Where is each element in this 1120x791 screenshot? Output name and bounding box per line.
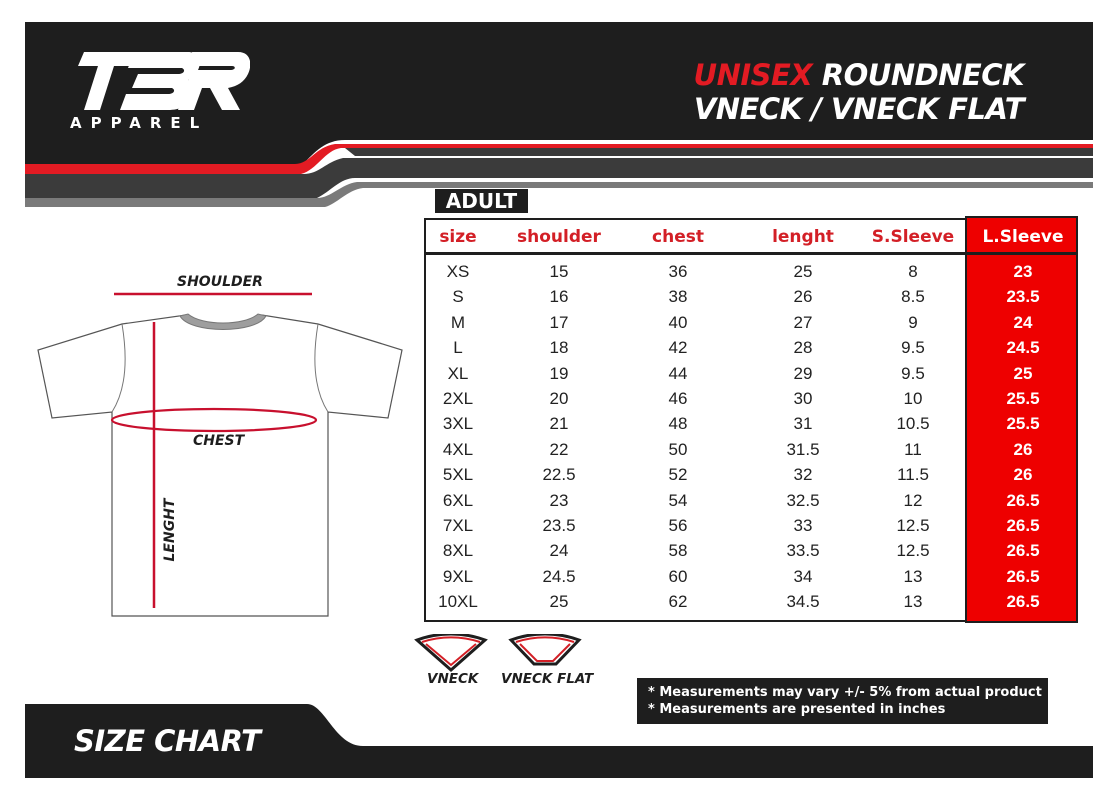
- cell-size: 10XL: [438, 592, 478, 612]
- cell-shoulder: 16: [549, 287, 569, 307]
- cell-lenght: 26: [793, 287, 813, 307]
- cell-size: 3XL: [442, 414, 474, 434]
- vneck-flat-icon: [508, 634, 582, 674]
- cell-size: 5XL: [442, 465, 474, 485]
- cell-shoulder: 24: [549, 541, 569, 561]
- cell-shoulder: 25: [549, 592, 569, 612]
- table-header-divider: [424, 252, 1078, 255]
- cell-lsleeve: 26.5: [1006, 592, 1040, 612]
- cell-lsleeve: 23: [1013, 262, 1033, 281]
- cell-size: 4XL: [442, 439, 474, 459]
- cell-ssleeve: 12.5: [896, 516, 930, 535]
- column-header-chest: chest: [652, 227, 704, 247]
- cell-lsleeve: 25.5: [1006, 414, 1040, 434]
- cell-chest: 50: [668, 439, 688, 459]
- cell-shoulder: 18: [549, 338, 569, 358]
- cell-lsleeve: 26: [1013, 465, 1033, 485]
- length-label: LENGHT: [162, 498, 178, 562]
- cell-lsleeve: 26.5: [1006, 490, 1040, 510]
- footer-title: SIZE CHART: [74, 724, 261, 758]
- cell-shoulder: 23: [549, 490, 569, 510]
- cell-lenght: 31.5: [786, 439, 820, 459]
- table-row: [424, 284, 1078, 309]
- table-row: [424, 361, 1078, 386]
- tshirt-diagram: [30, 270, 410, 630]
- cell-ssleeve: 10.5: [896, 414, 930, 434]
- cell-size: XS: [446, 262, 470, 281]
- cell-ssleeve: 9.5: [901, 363, 925, 383]
- table-row: [424, 411, 1078, 436]
- cell-shoulder: 19: [549, 363, 569, 383]
- cell-size: 2XL: [442, 389, 474, 408]
- table-row: [424, 437, 1078, 462]
- table-row: [424, 259, 1078, 284]
- table-header-row: [424, 226, 1078, 250]
- table-row: [424, 589, 1078, 614]
- vneck-label: VNECK: [427, 671, 479, 687]
- cell-chest: 56: [668, 516, 688, 535]
- cell-lenght: 31: [793, 414, 813, 434]
- cell-size: 7XL: [442, 516, 474, 535]
- title-line2: VNECK / VNECK FLAT: [693, 92, 1024, 126]
- cell-lsleeve: 24.5: [1006, 338, 1040, 358]
- cell-chest: 38: [668, 287, 688, 307]
- cell-size: S: [452, 287, 464, 307]
- cell-lsleeve: 23.5: [1006, 287, 1040, 307]
- cell-lenght: 32.5: [786, 490, 820, 510]
- measurement-notes: [637, 678, 1048, 724]
- title-accent-word: UNISEX: [693, 58, 813, 92]
- cell-chest: 44: [668, 363, 688, 383]
- cell-lenght: 27: [793, 312, 813, 332]
- cell-lsleeve: 26: [1013, 439, 1033, 459]
- cell-size: XL: [447, 363, 469, 383]
- cell-lsleeve: 25: [1013, 363, 1033, 383]
- cell-chest: 46: [668, 389, 688, 408]
- table-row: [424, 462, 1078, 487]
- cell-shoulder: 15: [549, 262, 569, 281]
- cell-lenght: 25: [793, 262, 813, 281]
- shoulder-label: SHOULDER: [177, 274, 263, 290]
- cell-ssleeve: 8: [908, 262, 918, 281]
- table-row: [424, 386, 1078, 411]
- table-row: [424, 488, 1078, 513]
- cell-lenght: 29: [793, 363, 813, 383]
- cell-lenght: 34.5: [786, 592, 820, 612]
- cell-ssleeve: 9.5: [901, 338, 925, 358]
- cell-chest: 60: [668, 566, 688, 586]
- note-line-2: * Measurements are presented in inches: [648, 702, 946, 717]
- column-header-shoulder: shoulder: [517, 227, 601, 247]
- chest-label: CHEST: [193, 433, 245, 449]
- cell-ssleeve: 12.5: [896, 541, 930, 561]
- cell-chest: 48: [668, 414, 688, 434]
- cell-shoulder: 20: [549, 389, 569, 408]
- tshirt-outline: [30, 270, 410, 630]
- cell-ssleeve: 13: [903, 566, 923, 586]
- cell-shoulder: 24.5: [542, 566, 576, 586]
- table-row: [424, 310, 1078, 335]
- column-header-ssleeve: S.Sleeve: [871, 227, 955, 247]
- cell-chest: 40: [668, 312, 688, 332]
- cell-shoulder: 17: [549, 312, 569, 332]
- cell-lenght: 33: [793, 516, 813, 535]
- cell-shoulder: 22: [549, 439, 569, 459]
- cell-lsleeve: 25.5: [1006, 389, 1040, 408]
- table-row: [424, 564, 1078, 589]
- cell-chest: 52: [668, 465, 688, 485]
- note-line-1: * Measurements may vary +/- 5% from actual product: [648, 685, 1042, 700]
- vneck-icon: [414, 634, 488, 674]
- cell-ssleeve: 12: [903, 490, 923, 510]
- cell-ssleeve: 10: [903, 389, 923, 408]
- cell-size: L: [453, 338, 463, 358]
- cell-chest: 36: [668, 262, 688, 281]
- cell-chest: 42: [668, 338, 688, 358]
- cell-lenght: 32: [793, 465, 813, 485]
- cell-lenght: 30: [793, 389, 813, 408]
- cell-size: M: [450, 312, 466, 332]
- cell-chest: 58: [668, 541, 688, 561]
- column-header-lsleeve: L.Sleeve: [982, 227, 1064, 247]
- cell-chest: 62: [668, 592, 688, 612]
- column-header-lenght: lenght: [772, 227, 834, 247]
- cell-ssleeve: 9: [908, 312, 918, 332]
- cell-ssleeve: 13: [903, 592, 923, 612]
- cell-lenght: 28: [793, 338, 813, 358]
- cell-lsleeve: 26.5: [1006, 516, 1040, 535]
- page-title: [694, 58, 1024, 126]
- brand-subtitle: APPAREL: [70, 114, 209, 132]
- cell-lsleeve: 26.5: [1006, 541, 1040, 561]
- table-row: [424, 538, 1078, 563]
- cell-size: 8XL: [442, 541, 474, 561]
- table-row: [424, 513, 1078, 538]
- cell-lsleeve: 26.5: [1006, 566, 1040, 586]
- cell-size: 9XL: [442, 566, 474, 586]
- cell-shoulder: 22.5: [542, 465, 576, 485]
- cell-chest: 54: [668, 490, 688, 510]
- cell-shoulder: 23.5: [542, 516, 576, 535]
- tbr-logo-icon: [70, 48, 250, 118]
- cell-lenght: 34: [793, 566, 813, 586]
- cell-size: 6XL: [442, 490, 474, 510]
- vneck-flat-label: VNECK FLAT: [501, 671, 594, 687]
- cell-lsleeve: 24: [1013, 312, 1033, 332]
- title-line1-rest: ROUNDNECK: [812, 58, 1024, 92]
- section-tab-adult: ADULT: [435, 189, 528, 213]
- column-header-size: size: [439, 227, 477, 247]
- cell-shoulder: 21: [549, 414, 569, 434]
- cell-ssleeve: 11.5: [897, 465, 929, 485]
- cell-ssleeve: 11: [904, 439, 922, 459]
- table-row: [424, 335, 1078, 360]
- cell-ssleeve: 8.5: [901, 287, 925, 307]
- cell-lenght: 33.5: [786, 541, 820, 561]
